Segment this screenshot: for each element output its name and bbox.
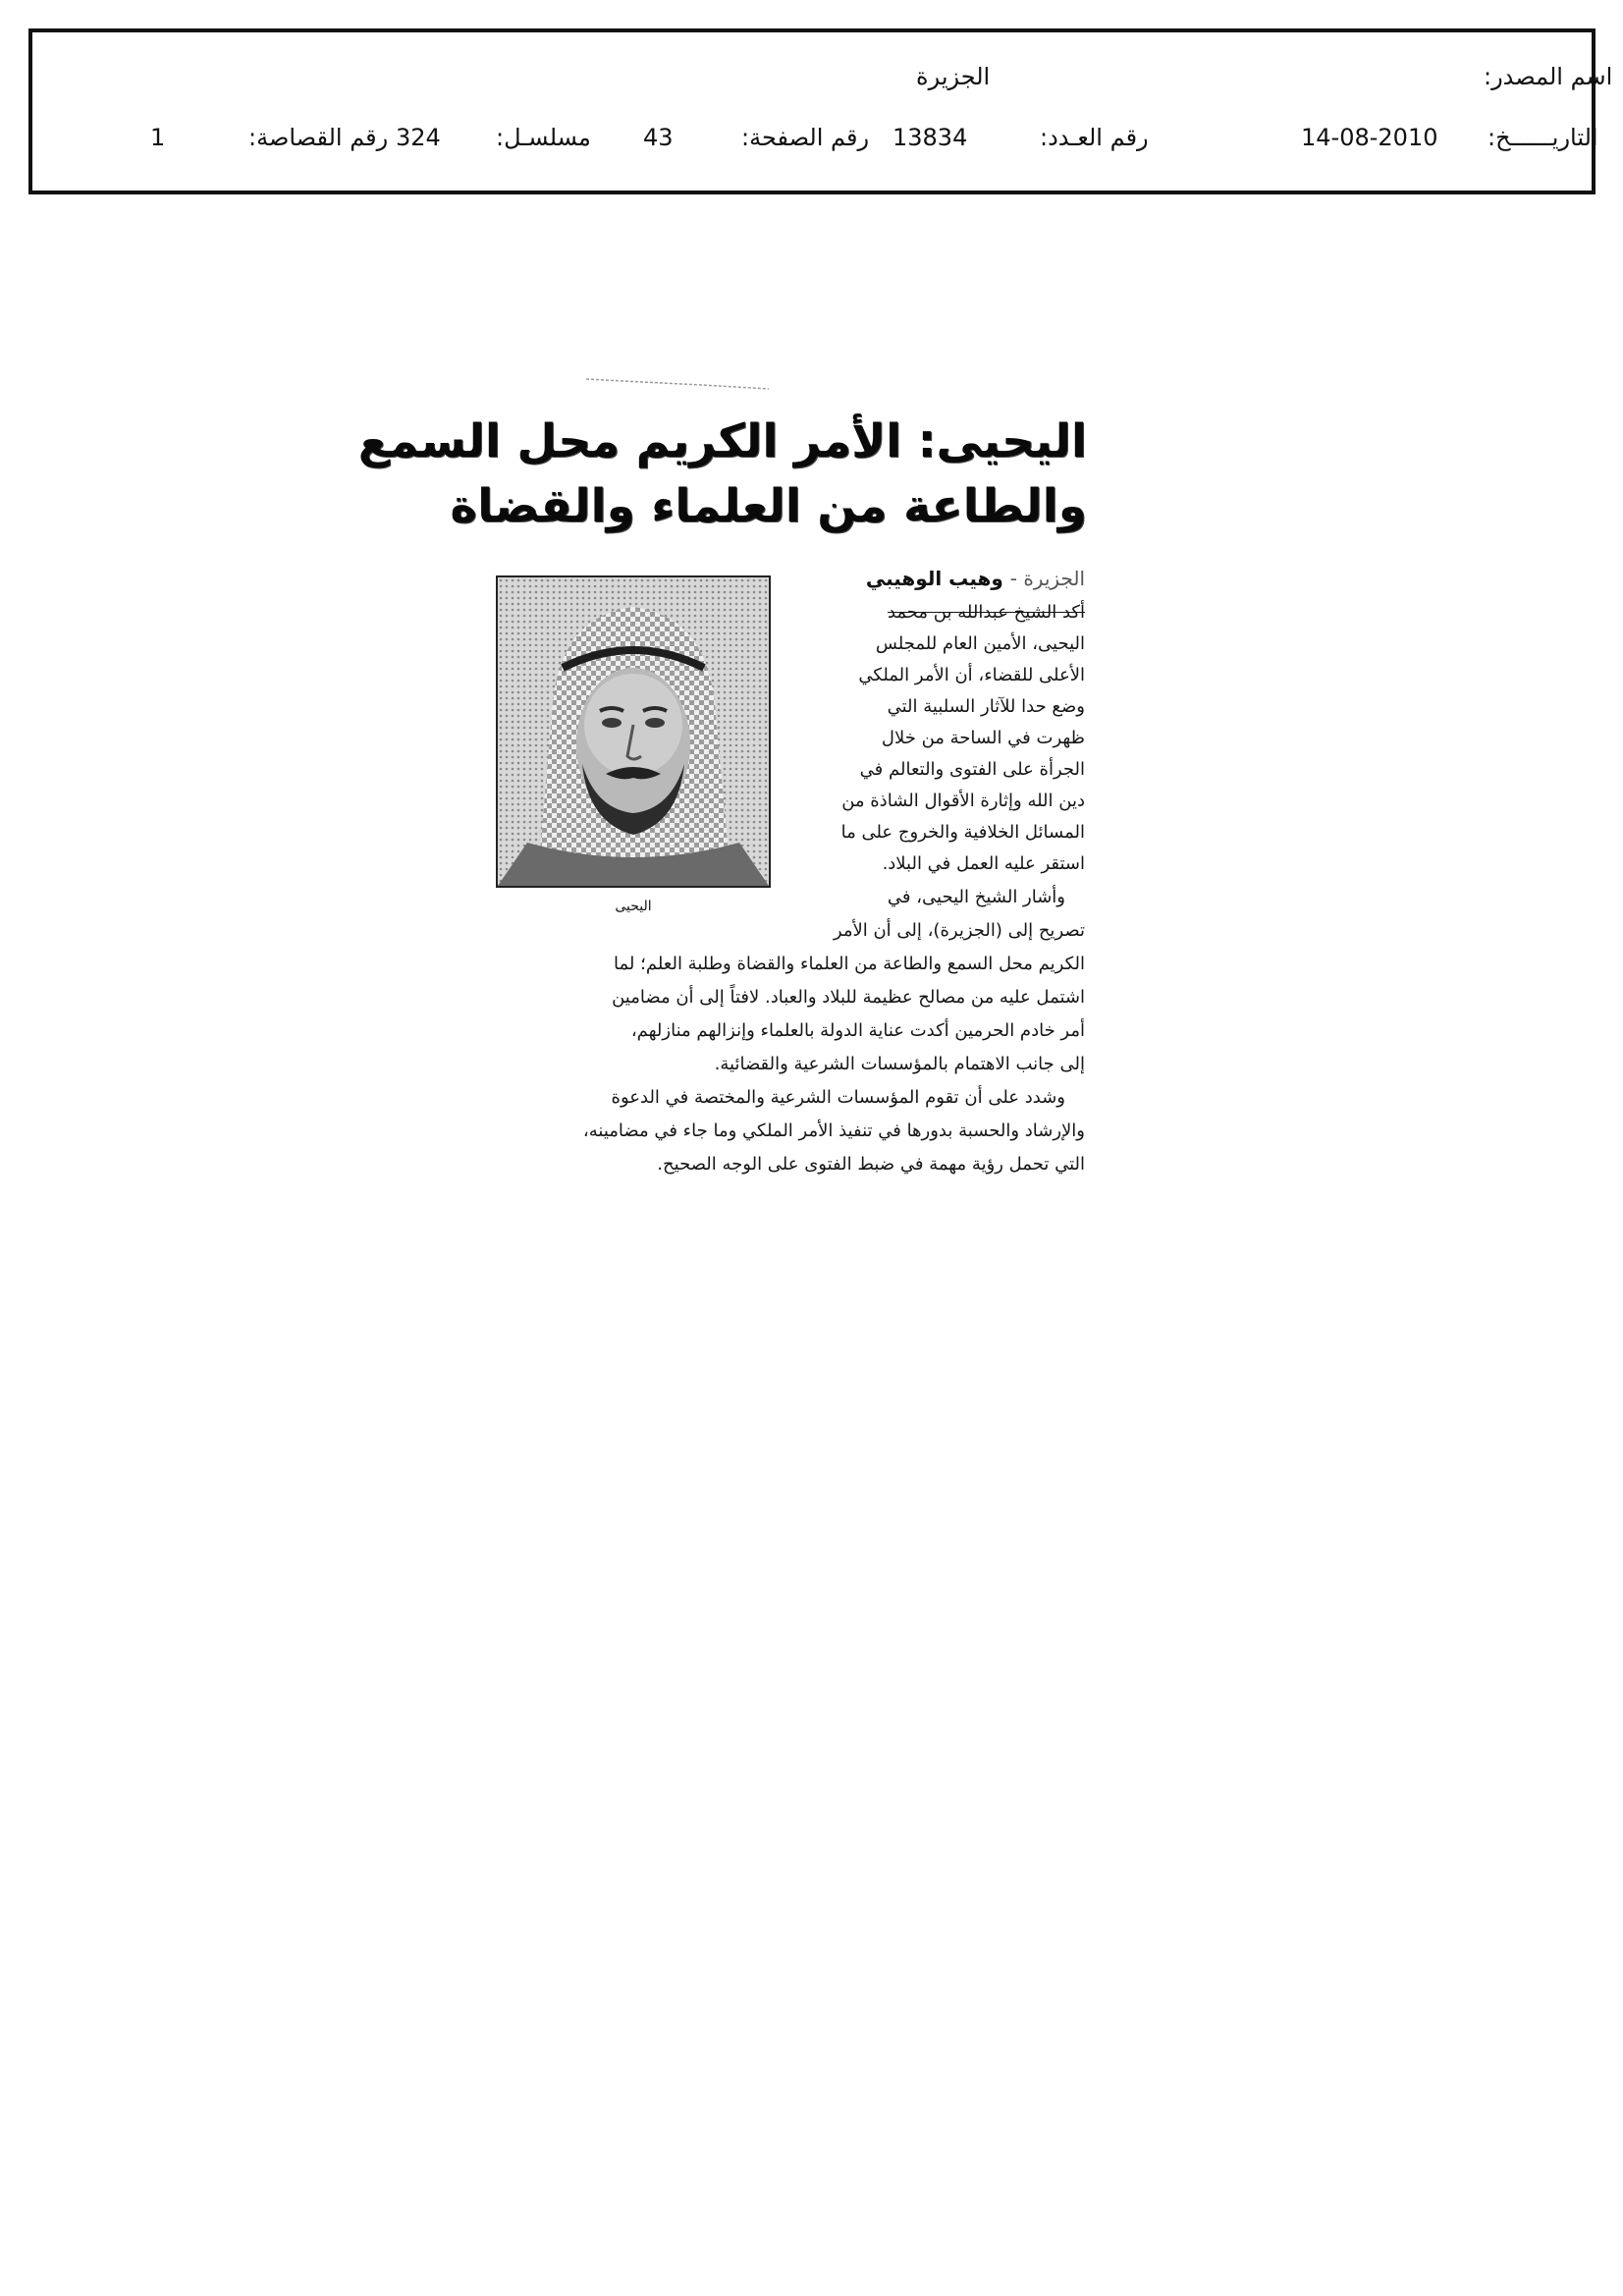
photo-caption: اليحيى [615,899,652,914]
article-line: اشتمل عليه من مصالح عظيمة للبلاد والعباد. لافتاً إلى أن مضامين [612,987,1085,1008]
byline-prefix: الجزيرة - [1009,567,1085,590]
serial-value: 324 [396,124,441,151]
article-line: وشدد على أن تقوم المؤسسات الشرعية والمختصة في الدعوة [611,1087,1065,1108]
headline-line-1: اليحيى: الأمر الكريم محل السمع [357,414,1087,468]
article-line: والإرشاد والحسبة بدورها في تنفيذ الأمر الملكي وما جاء في مضامينه، [582,1121,1085,1141]
article-line: تصريح إلى (الجزيرة)، إلى أن الأمر [833,920,1085,941]
newspaper-clipping [357,373,1105,1237]
article-line: أمر خادم الحرمين أكدت عناية الدولة بالعلماء وإنزالهم منازلهم، [630,1020,1085,1041]
date-label: التاريــــــخ: [1488,124,1598,151]
source-label: اسم المصدر: [1484,63,1613,90]
page-value: 43 [643,124,674,151]
article-line: وأشار الشيخ اليحيى، في [887,887,1065,907]
clip-label: رقم القصاصة: [248,124,389,151]
scan-artifact [584,373,771,393]
article-line: إلى جانب الاهتمام بالمؤسسات الشرعية والقضائية. [714,1054,1085,1074]
article-line: دين الله وإثارة الأقوال الشاذة من [841,791,1085,811]
issue-label: رقم العـدد: [1040,124,1149,151]
source-value: الجزيرة [916,63,991,90]
article-line: الأعلى للقضاء، أن الأمر الملكي [858,665,1085,685]
article-line: ظهرت في الساحة من خلال [881,728,1085,748]
portrait-photo [496,575,771,888]
byline [866,566,1085,591]
article-line: استقر عليه العمل في البلاد. [882,853,1085,874]
page-label: رقم الصفحة: [741,124,870,151]
byline-author: وهيب الوهيبي [865,567,1003,590]
serial-label: مسلسـل: [496,124,591,151]
article-line: الكريم محل السمع والطاعة من العلماء والقضاة وطلبة العلم؛ لما [614,954,1085,974]
clip-value: 1 [150,124,166,151]
article-line: الجرأة على الفتوى والتعالم في [859,759,1085,780]
metadata-box [28,28,1613,194]
article-line: أكد الشيخ عبدالله بن محمد [887,602,1085,623]
article-line: المسائل الخلافية والخروج على ما [840,822,1085,843]
article-line: وضع حدا للآثار السلبية التي [887,696,1085,717]
issue-value: 13834 [893,124,968,151]
article-line: التي تحمل رؤية مهمة في ضبط الفتوى على الوجه الصحيح. [657,1154,1085,1175]
article-line: اليحيى، الأمين العام للمجلس [875,633,1085,654]
date-value: 14-08-2010 [1301,124,1438,151]
headline-line-2: والطاعة من العلماء والقضاة [450,479,1087,533]
